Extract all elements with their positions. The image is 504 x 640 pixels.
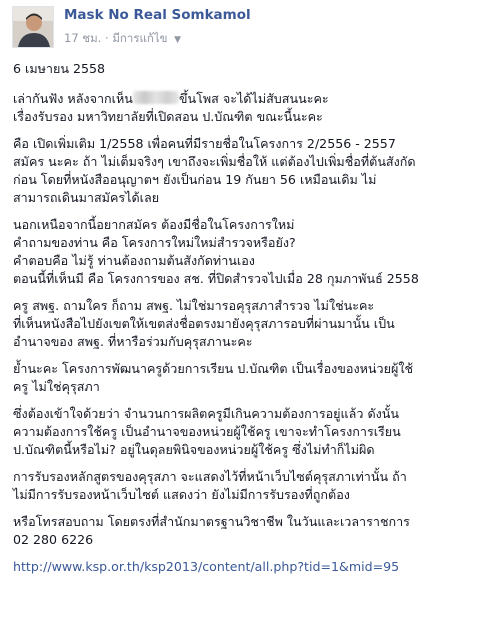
post-header	[0, 0, 504, 56]
profile-avatar[interactable]	[12, 6, 54, 48]
post-time[interactable]: 17 ชม.	[64, 31, 102, 45]
text-line: การรับรองหลักสูตรของคุรุสภา จะแสดงไว้ที่หน้าเว็บไซต์คุรุสภาเท่านั้น ถ้า	[13, 469, 407, 484]
text-line: ย้ำนะคะ โครงการพัฒนาครูด้วยการเรียน ป.บัณฑิต เป็นเรื่องของหน่วยผู้ใช้	[13, 361, 414, 376]
text-line: ป.บัณฑิตนี้หรือไม่? อยู่ในดุลยพินิจของหน่วยผู้ใช้ครู ซึ่งไม่ทำก็ไม่ผิด	[13, 442, 375, 457]
text-line: ขึ้นโพส จะได้ไม่สับสนนะคะ	[178, 91, 329, 106]
chevron-down-icon[interactable]: ▼	[174, 35, 182, 45]
text-line: ครู สพฐ. ถามใคร ก็ถาม สพฐ. ไม่ใช่มารอคุรุสภาสำรวจ ไม่ใช่นะคะ	[13, 298, 375, 313]
paragraph-6	[13, 405, 498, 459]
author-name[interactable]: Mask No Real Somkamol	[64, 7, 251, 23]
text-line: ตอนนี้ที่เห็นมี คือ โครงการของ สช. ที่ปิดสำรวจไปเมื่อ 28 กุมภาพันธ์ 2558	[13, 271, 419, 286]
paragraph-5	[13, 360, 498, 396]
paragraph-7	[13, 468, 498, 504]
post-body	[13, 60, 498, 585]
text-line: อำนาจของ สพฐ. ที่หารือร่วมกับคุรุสภานะคะ	[13, 334, 253, 349]
text-line: ไม่มีการรับรองหน้าเว็บไซต์ แสดงว่า ยังไม่มีการรับรองที่ถูกต้อง	[13, 487, 350, 502]
link-paragraph	[13, 558, 498, 576]
paragraph-4	[13, 297, 498, 351]
text-line: ครู ไม่ใช่คุรุสภา	[13, 379, 100, 394]
text-line: คือ เปิดเพิ่มเติม 1/2558 เพื่อคนที่มีรายชื่อในโครงการ 2/2556 - 2557	[13, 136, 396, 151]
text-line: สมัคร นะคะ ถ้า ไม่เต็มจริงๆ เขาถึงจะเพิ่มชื่อให้ แต่ต้องไปเพิ่มชื่อที่ต้นสังกัด	[13, 154, 416, 169]
ksp-link[interactable]: http://www.ksp.or.th/ksp2013/content/all.php?tid=1&mid=95	[13, 559, 400, 574]
post-meta	[64, 30, 181, 48]
text-line: นอกเหนือจากนี้อยากสมัคร ต้องมีชื่อในโครงการใหม่	[13, 217, 295, 232]
phone-number: 02 280 6226	[13, 532, 94, 547]
text-line: ซึ่งต้องเข้าใจด้วยว่า จำนวนการผลิตครูมีเกินความต้องการอยู่แล้ว ดังนั้น	[13, 406, 400, 421]
text-line: คำถามของท่าน คือ โครงการใหม่ใหม่สำรวจหรือยัง?	[13, 235, 296, 250]
paragraph-3	[13, 216, 498, 288]
text-line: ความต้องการใช้ครู เป็นอำนาจของหน่วยผู้ใช้ครู เขาจะทำโครงการเรียน	[13, 424, 401, 439]
text-line: หรือโทรสอบถาม โดยตรงที่สำนักมาตรฐานวิชาชีพ ในวันและเวลาราชการ	[13, 514, 410, 529]
paragraph-2	[13, 135, 498, 207]
paragraph-1	[13, 90, 498, 126]
blurred-name	[133, 91, 179, 104]
text-line: เรื่องรับรอง มหาวิทยาลัยที่เปิดสอน ป.บัณฑิต ขณะนี้นะคะ	[13, 109, 323, 124]
date-text: 6 เมษายน 2558	[13, 61, 106, 76]
text-line: ก่อน โดยที่หนังสืออนุญาตฯ ยังเป็นก่อน 19 กันยา 56 เหมือนเดิม ไม่	[13, 172, 377, 187]
text-line: เล่ากันฟัง หลังจากเห็น	[13, 91, 133, 106]
text-line: คำตอบคือ ไม่รู้ ท่านต้องถามต้นสังกัดท่านเอง	[13, 253, 255, 268]
text-line: ที่เห็นหนังสือไปยังเขตให้เขตส่งชื่อตรงมายังคุรุสภารอบที่ผ่านมานั้น เป็น	[13, 316, 395, 331]
post-date	[13, 60, 498, 78]
edited-label[interactable]: มีการแก้ไข	[112, 31, 168, 45]
paragraph-8	[13, 513, 498, 549]
meta-separator: ·	[105, 31, 109, 45]
text-line: สามารถเดินมาสมัครได้เลย	[13, 190, 160, 205]
